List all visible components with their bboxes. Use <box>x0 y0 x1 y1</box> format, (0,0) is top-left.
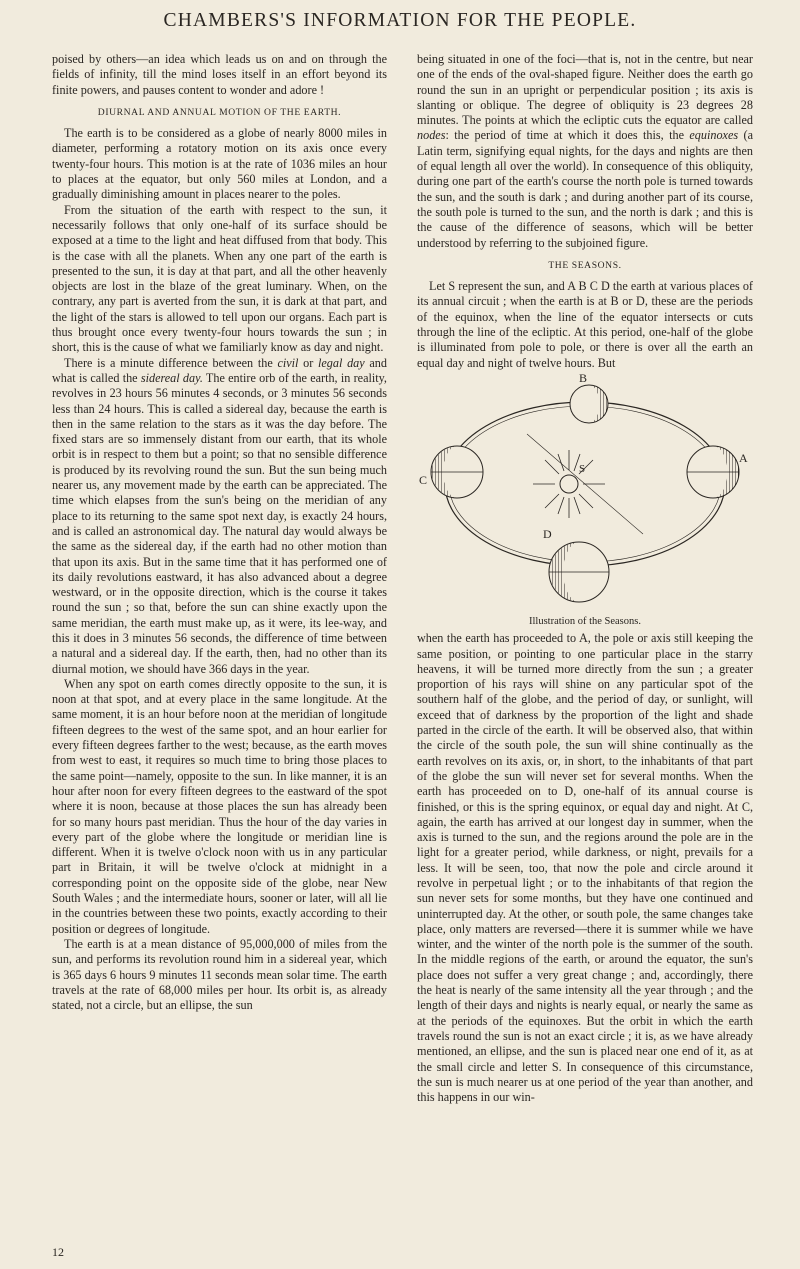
seasons-diagram <box>417 372 753 616</box>
right-column <box>417 52 753 1105</box>
paragraph: being situated in one of the foci—that is, not in the centre, but near one of the ends of the oval-shaped figure. Neither does the earth go round the sun in an upright or perpendicular position ; its axis is slanting or oblique. The degree of obliquity is 23 degrees 28 minutes. The points at which the ecliptic cuts the equator are called nodes: the period of time at which it does this, the equinoxes (a Latin term, signifying equal nights, for the days and nights are then of equal length all over the world). In consequence of this obliquity, during one part of the earth's course the north pole is turned towards the sun, and the south is dark ; and during another part of its course, the south pole is turned to the sun, and the north is dark ; and this is the cause of the difference of seasons, which will be better understood by referring to the subjoined figure. <box>417 52 754 250</box>
paragraph: The earth is to be considered as a globe of nearly 8000 miles in diameter, performing a rotatory motion on its axis once every twenty-four hours. This motion is at the rate of 1036 miles an hour to places at the equator, but only 560 miles at London, and a gradually diminishing amount in places nearer to the poles. <box>52 126 387 202</box>
page-number: 12 <box>52 1245 64 1259</box>
earth-d-icon <box>549 542 609 602</box>
page-header: CHAMBERS'S INFORMATION FOR THE PEOPLE. <box>163 10 637 31</box>
label-c: C <box>419 472 428 487</box>
seasons-figure <box>417 372 753 616</box>
paragraph: From the situation of the earth with respect to the sun, it necessarily follows that only one-half of its surface should be exposed at a time to the light and heat diffused from that body. This is the case with all the planets. When any one part of the earth is presented to the sun, it is day at that part, and all the other heavenly objects are lost in the blaze of the great luminary. When, on the contrary, any part is averted from the sun, it is dark at that part, and the light of the stars is allowed to tell upon our organs. Each part is thus brought once every twenty-four hours towards the sun ; in short, this is the cause of what we familiarly know as day and night. <box>52 202 387 355</box>
paragraph: when the earth has proceeded to A, the pole or axis still keeping the same position, or pointing to one particular place in the starry heavens, it will be turned more directly from the sun ; a greater proportion of his rays will shine on any particular spot of the southern half of the globe, and the period of day, or sunlight, will exceed that of darkness by the proportion of the light and shade parted in the circle of the earth. It will be observed also, that within the circle of the south pole, the sun will shine continually as the earth revolves on its axis, or, in short, to the inhabitants of that part of the globe the sun will never set for several months. When the earth has proceeded on to D, one-half of its annual course is finished, or this is the spring equinox, or equal day and night. At C, again, the earth has arrived at our longest day in summer, when the axis is turned to the sun, and the regions around the pole are in the light for a greater period, while darkness, or night, prevails for a less. It will be seen, too, that now the pole and circle around it revolve in perpetual light ; or to the inhabitants of that region the sun never sets for some months, but they have one continued and uninterrupted day. At the other, or south pole, the same changes take place, only matters are reversed—there it is summer while we have winter, and the winter of the north pole is the summer of the south. In the middle regions of the earth, or around the equator, the sun's place does not suffer a very great change ; and, accordingly, there the heat is nearly of the same intensity all the year through ; and the length of their days and nights is nearly equal, or nearly the same as at the periods of the equinoxes. But the orbit in which the earth travels round the sun is not an exact circle ; it is, as we have already mentioned, an ellipse, and the sun is placed near one end of it, as at the small circle and letter S. In consequence of this circumstance, the sun is much nearer us at one period of the year than another, and this happens in our win- <box>417 631 753 1105</box>
earth-c-icon <box>431 446 483 498</box>
paragraph: When any spot on earth comes directly opposite to the sun, it is noon at that spot, and at every place in the same longitude. At the same moment, it is an hour before noon at the meridian of longitude fifteen degrees to the west of the same spot, and an hour earlier for every fifteen degrees farther to the west; because, as the earth moves from west to east, it requires so much time to bring those places to the same point—namely, opposite to the sun. In like manner, it is an hour after noon for every fifteen degrees to the eastward of the spot where it is noon, because at those places the sun has already been for so many hours past meridian. Thus the hour of the day varies in every part of the globe where the longitude or meridian line is different. When it is twelve o'clock noon with us in any particular part in Britain, it will be twelve o'clock at midnight in a corresponding point on the opposite side of the globe, near New South Wales ; and the intermediate hours, sooner or later, will all lie in the countries between these two points, exactly according to their position or degrees of longitude. <box>52 676 388 936</box>
paragraph: poised by others—an idea which leads us on and on through the fields of infinity, till the mind loses itself in an effort beyond its finite powers, and pauses content to wonder and adore ! <box>52 52 387 97</box>
label-b: B <box>579 371 588 385</box>
paragraph: There is a minute difference between the civil or legal day and what is called the sidereal day. The entire orb of the earth, in reality, revolves in 23 hours 56 minutes 4 seconds, or 3 minutes 56 seconds less than 24 hours. This is called a sidereal day, because the earth is then in the same relation to the stars as it was the day before. The fixed stars are so immensely distant from our earth, that its whole orbit is in respect to them but a point; so that no sensible difference is produced by its revolving round the sun. But the sun being much nearer us, any movement made by the earth can be appreciated. The time which elapses from the sun's being on the meridian of any place to its returning to the same spot next day, is exactly 24 hours, and is called an astronomical day. The natural day would always be the same as the sidereal day, if the earth had no other motion than that upon its axis. But in the same time that it has performed one of its daily revolutions eastward, it has also advanced about a degree westward, or in the opposite direction, which is the course it takes round the sun ; so that, before the sun can shine exactly upon the same meridian, the earth must make up, as it were, its lee-way, and this it does in 3 minutes 56 seconds, the difference of time between a natural and a sidereal day. If the earth, then, had no other than its diurnal motion, we should have 366 days in the year. <box>52 355 387 676</box>
paragraph: Let S represent the sun, and A B C D the earth at various places of its annual circuit ; when the earth is at B or D, these are the periods of the equinox, when the line of the equator intersects or cuts through the line of the ecliptic. At this period, one-half of the globe is illuminated from pole to pole, or there is over all the earth an equal day and night of twelve hours. But <box>417 279 753 370</box>
figure-caption: Illustration of the Seasons. <box>529 615 641 627</box>
label-s: S <box>579 462 586 475</box>
label-d: D <box>543 526 552 541</box>
paragraph: The earth is at a mean distance of 95,000,000 of miles from the sun, and performs its revolution round him in a sidereal year, which is 365 days 6 hours 9 minutes 11 seconds mean solar time. The earth travels at the rate of 68,000 miles per hour. Its orbit is, as already stated, not a circle, but an ellipse, the sun <box>52 936 387 1013</box>
label-a: A <box>739 450 748 465</box>
earth-a-icon <box>687 446 739 498</box>
section-heading: THE SEASONS. <box>548 259 622 271</box>
earth-b-icon <box>570 385 608 423</box>
left-column <box>52 52 387 1013</box>
section-heading: DIURNAL AND ANNUAL MOTION OF THE EARTH. <box>97 106 342 118</box>
sun-icon <box>533 450 605 518</box>
